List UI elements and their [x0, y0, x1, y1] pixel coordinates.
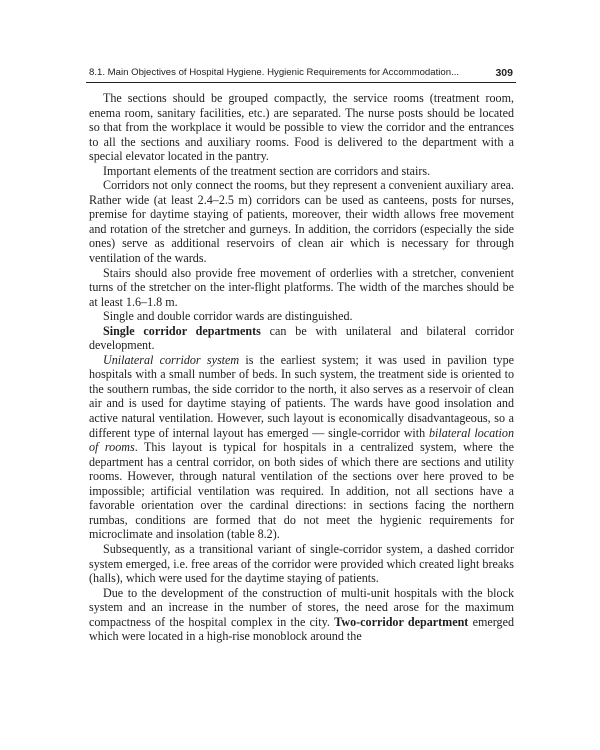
text-run: Important elements of the treatment section are corridors and stairs.	[103, 163, 431, 178]
text-run: Single and double corridor wards are distinguished.	[103, 309, 353, 324]
paragraph	[89, 91, 514, 164]
paragraph	[89, 353, 514, 542]
text-run: Corridors not only connect the rooms, but they represent a convenient auxiliary area. Rather wide (at least 2.4–2.5 m) corridors can be used as canteens, posts for nurses, premise for daytime staying of patients, moreover, their width allows free movement and rotation of the stretcher and gurneys. In addition, the corridors (especially the side ones) serve as additional reservoirs of clean air which is necessary for through ventilation of the wards.	[89, 178, 514, 266]
bold-term: Single corridor departments	[103, 323, 261, 338]
text-run: emerged which were located in a high-rise monoblock around the	[89, 614, 514, 644]
paragraph	[89, 164, 514, 179]
text-run: . This layout is typical for hospitals in a centralized system, where the department has a central corridor, on both sides of which there are sections and utility rooms. However, through natural ventilation of the sections over here proved to be impossible; artificial ventilation was required. In addition, not all sections have a favorable orientation over the cardinal directions: in sections facing the northern rumbas, conditions are formed that do not meet the hygienic requirements for microclimate and insolation (table 8.2).	[89, 440, 514, 542]
text-run: can be with unilateral and bilateral corridor development.	[89, 323, 515, 353]
text-run: Subsequently, as a transitional variant of single-corridor system, a dashed corridor system emerged, i.e. free areas of the corridor were provided which created light breaks (halls), which were used for the daytime staying of patients.	[89, 541, 514, 586]
text-run: The sections should be grouped compactly, the service rooms (treatment room, enema room, sanitary facilities, etc.) are separated. The nurse posts should be located so that from the workplace it would be possible to view the corridor and the entrances to all the sections and auxiliary rooms. Food is delivered to the department with a special elevator located in the pantry.	[89, 91, 514, 164]
text-run: Stairs should also provide free movement of orderlies with a stretcher, convenient turns of the stretcher on the inter-flight platforms. The width of the marches should be at least 1.6–1.8 m.	[89, 265, 514, 309]
paragraph	[89, 542, 514, 586]
text-run: is the earliest system; it was used in pavilion type hospitals with a small number of beds. In such system, the treatment side is oriented to the southern rumbas, the side corridor to the north, it also serves as a reservoir of clean air and is used for daytime staying of patients. The wards have good insolation and active natural ventilation. However, such layout is economically disadvantageous, so a different type of internal layout has emerged — single-corridor with	[89, 352, 514, 440]
paragraph	[89, 324, 514, 353]
paragraph	[89, 586, 514, 644]
page-number: 309	[495, 67, 513, 79]
paragraph	[89, 266, 514, 310]
italic-term: bilateral location of rooms	[89, 425, 514, 455]
paragraph	[89, 178, 514, 265]
running-title: 8.1. Main Objectives of Hospital Hygiene. Hygienic Requirements for Accommodation...	[89, 67, 460, 78]
text-run: Due to the development of the construction of multi-unit hospitals with the block system and an increase in the number of stores, the need arose for the maximum compactness of the hospital complex in the city.	[89, 585, 514, 629]
italic-term: Unilateral corridor system	[103, 352, 240, 367]
running-header	[86, 66, 516, 83]
paragraph	[89, 309, 514, 324]
bold-term: Two-corridor department	[334, 614, 469, 629]
body-text	[89, 91, 514, 644]
